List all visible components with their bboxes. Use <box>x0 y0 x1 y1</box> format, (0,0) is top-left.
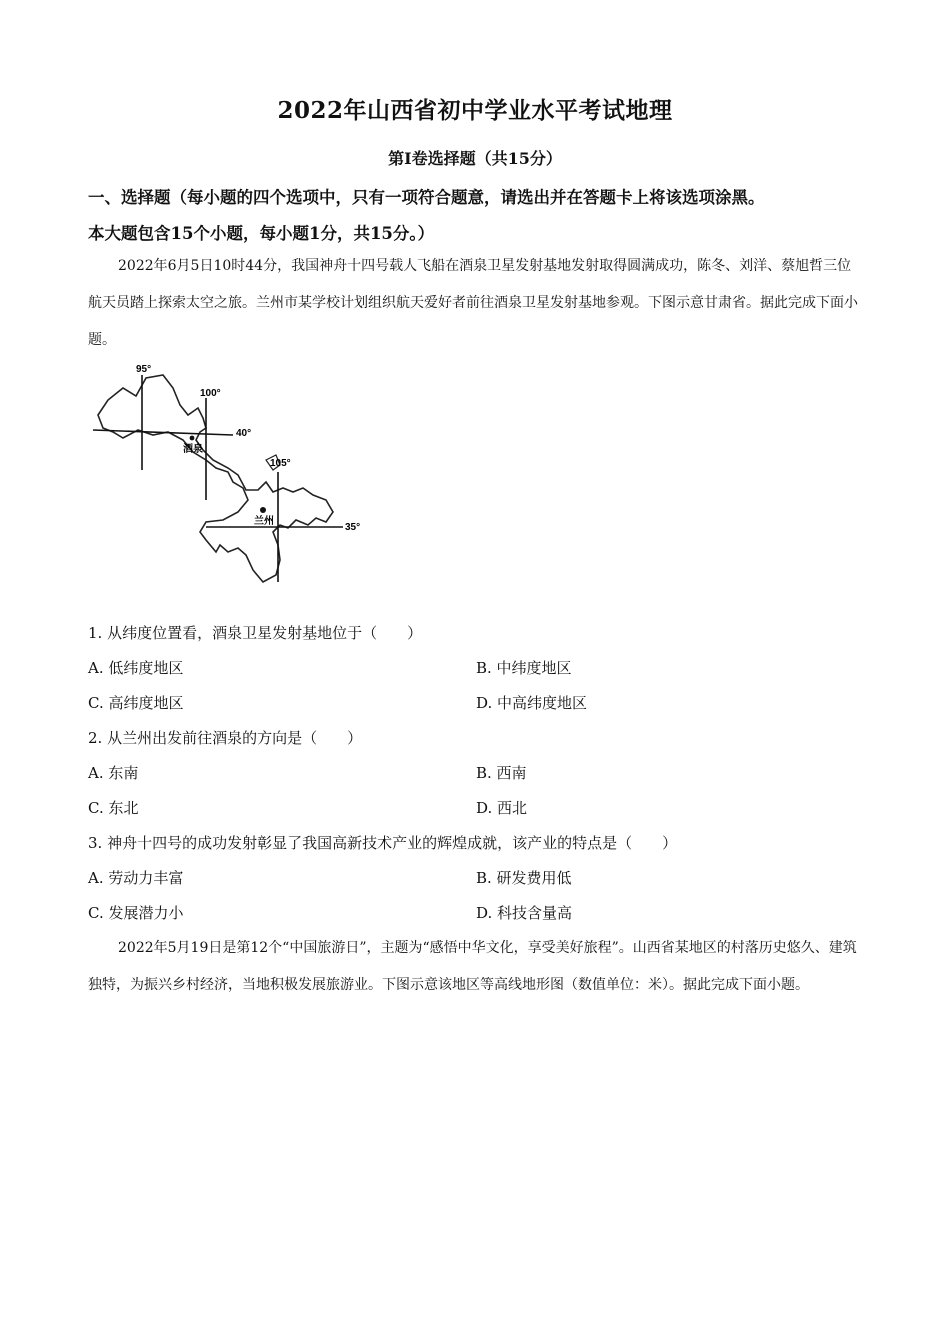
q1-option-c: C. 高纬度地区 <box>88 694 184 712</box>
lon-105-label: 105° <box>270 458 291 469</box>
jiuquan-marker <box>190 436 195 441</box>
city-lanzhou-label: 兰州 <box>254 516 274 527</box>
passage-2: 2022年5月19日是第12个“中国旅游日”，主题为“感悟中华文化，享受美好旅程”。山西省某地区的村落历史悠久、建筑独特，为振兴乡村经济，当地积极发展旅游业。下图示意该地区等高线地形图（数值单位：米）。据此完成下面小题。 <box>88 940 857 993</box>
page-title: 2022年山西省初中学业水平考试地理 <box>277 97 673 124</box>
q3-option-a: A. 劳动力丰富 <box>88 869 184 887</box>
q1-option-d: D. 中高纬度地区 <box>476 694 588 712</box>
question-3: 3. 神舟十四号的成功发射彰显了我国高新技术产业的辉煌成就，该产业的特点是（ ） <box>88 834 678 852</box>
q2-option-c: C. 东北 <box>88 799 139 817</box>
section-heading-line1: 一、选择题（每小题的四个选项中，只有一项符合题意，请选出并在答题卡上将该选项涂黑。 <box>88 188 765 207</box>
q3-option-d: D. 科技含量高 <box>476 904 573 922</box>
lat-40-label: 40° <box>236 428 252 439</box>
section-subtitle: 第I卷选择题（共15分） <box>388 149 562 168</box>
q1-option-a: A. 低纬度地区 <box>88 659 184 677</box>
q2-option-a: A. 东南 <box>88 764 139 782</box>
q3-option-c: C. 发展潜力小 <box>88 904 184 922</box>
gansu-outline <box>98 375 333 582</box>
city-jiuquan-label: 酒泉 <box>183 444 203 455</box>
lat-35-label: 35° <box>345 522 361 533</box>
lanzhou-marker <box>260 507 266 513</box>
passage-1: 2022年6月5日10时44分，我国神舟十四号载人飞船在酒泉卫星发射基地发射取得圆满成功，陈冬、刘洋、蔡旭哲三位航天员踏上探索太空之旅。兰州市某学校计划组织航天爱好者前往酒泉卫星发射基地参观。下图示意甘肃省。据此完成下面小题。 <box>88 258 858 348</box>
lon-95-label: 95° <box>136 364 152 375</box>
q3-option-b: B. 研发费用低 <box>476 869 572 887</box>
gansu-map <box>88 360 378 590</box>
q2-option-d: D. 西北 <box>476 799 528 817</box>
q2-option-b: B. 西南 <box>476 764 527 782</box>
question-2: 2. 从兰州出发前往酒泉的方向是（ ） <box>88 729 363 747</box>
section-heading-line2: 本大题包含15个小题，每小题1分，共15分。） <box>88 224 435 243</box>
question-1: 1. 从纬度位置看，酒泉卫星发射基地位于（ ） <box>88 624 423 642</box>
lon-100-label: 100° <box>200 388 221 399</box>
q1-option-b: B. 中纬度地区 <box>476 659 572 677</box>
